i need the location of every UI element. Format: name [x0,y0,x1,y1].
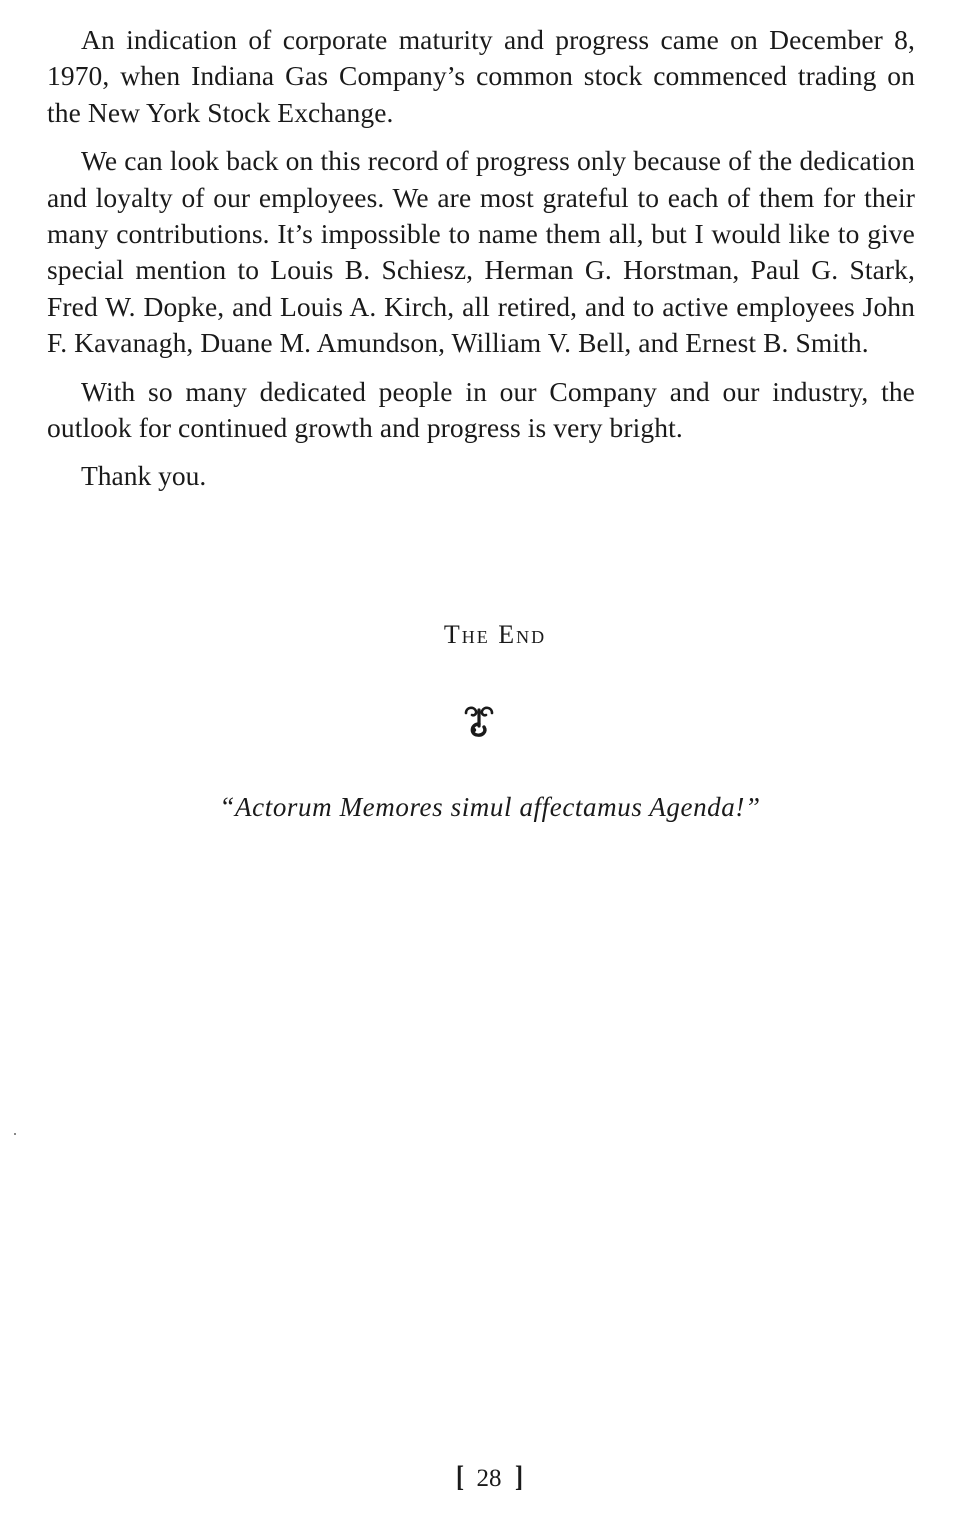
the-end-heading: The End [443,620,547,649]
page-body [47,22,915,495]
paragraph-employees: We can look back on this record of progress only because of the dedication and loyalty of our employees. We are most grateful to each of them for their many contributions. It’s impossible to name them all, but I would like to give special mention to Louis B. Schiesz, Herman G. Horstman, Paul G. Stark, Fred W. Dopke, and Louis A. Kirch, all retired, and to active employees John F. Kavanagh, Duane M. Amundson, William V. Bell, and Ernest B. Smith. [47,145,915,359]
page-number-value: 28 [476,1465,502,1492]
paragraph-stock-exchange: An indication of corporate maturity and progress came on December 8, 1970, when Indiana Gas Company’s common stock commenced trading on the New York Stock Exchange. [47,24,915,128]
latin-motto: “Actorum Memores simul affectamus Agenda!” [219,792,761,822]
fleuron-ornament-icon [462,704,496,738]
page-number [0,1460,972,1494]
page-number-left-bracket: [ [455,1460,464,1493]
scan-speck [14,1133,16,1135]
paragraph-outlook: With so many dedicated people in our Company and our industry, the outlook for continued growth and progress is very bright. [47,375,915,444]
page-number-right-bracket: ] [514,1460,523,1493]
closing-thank-you: Thank you. [81,460,207,492]
